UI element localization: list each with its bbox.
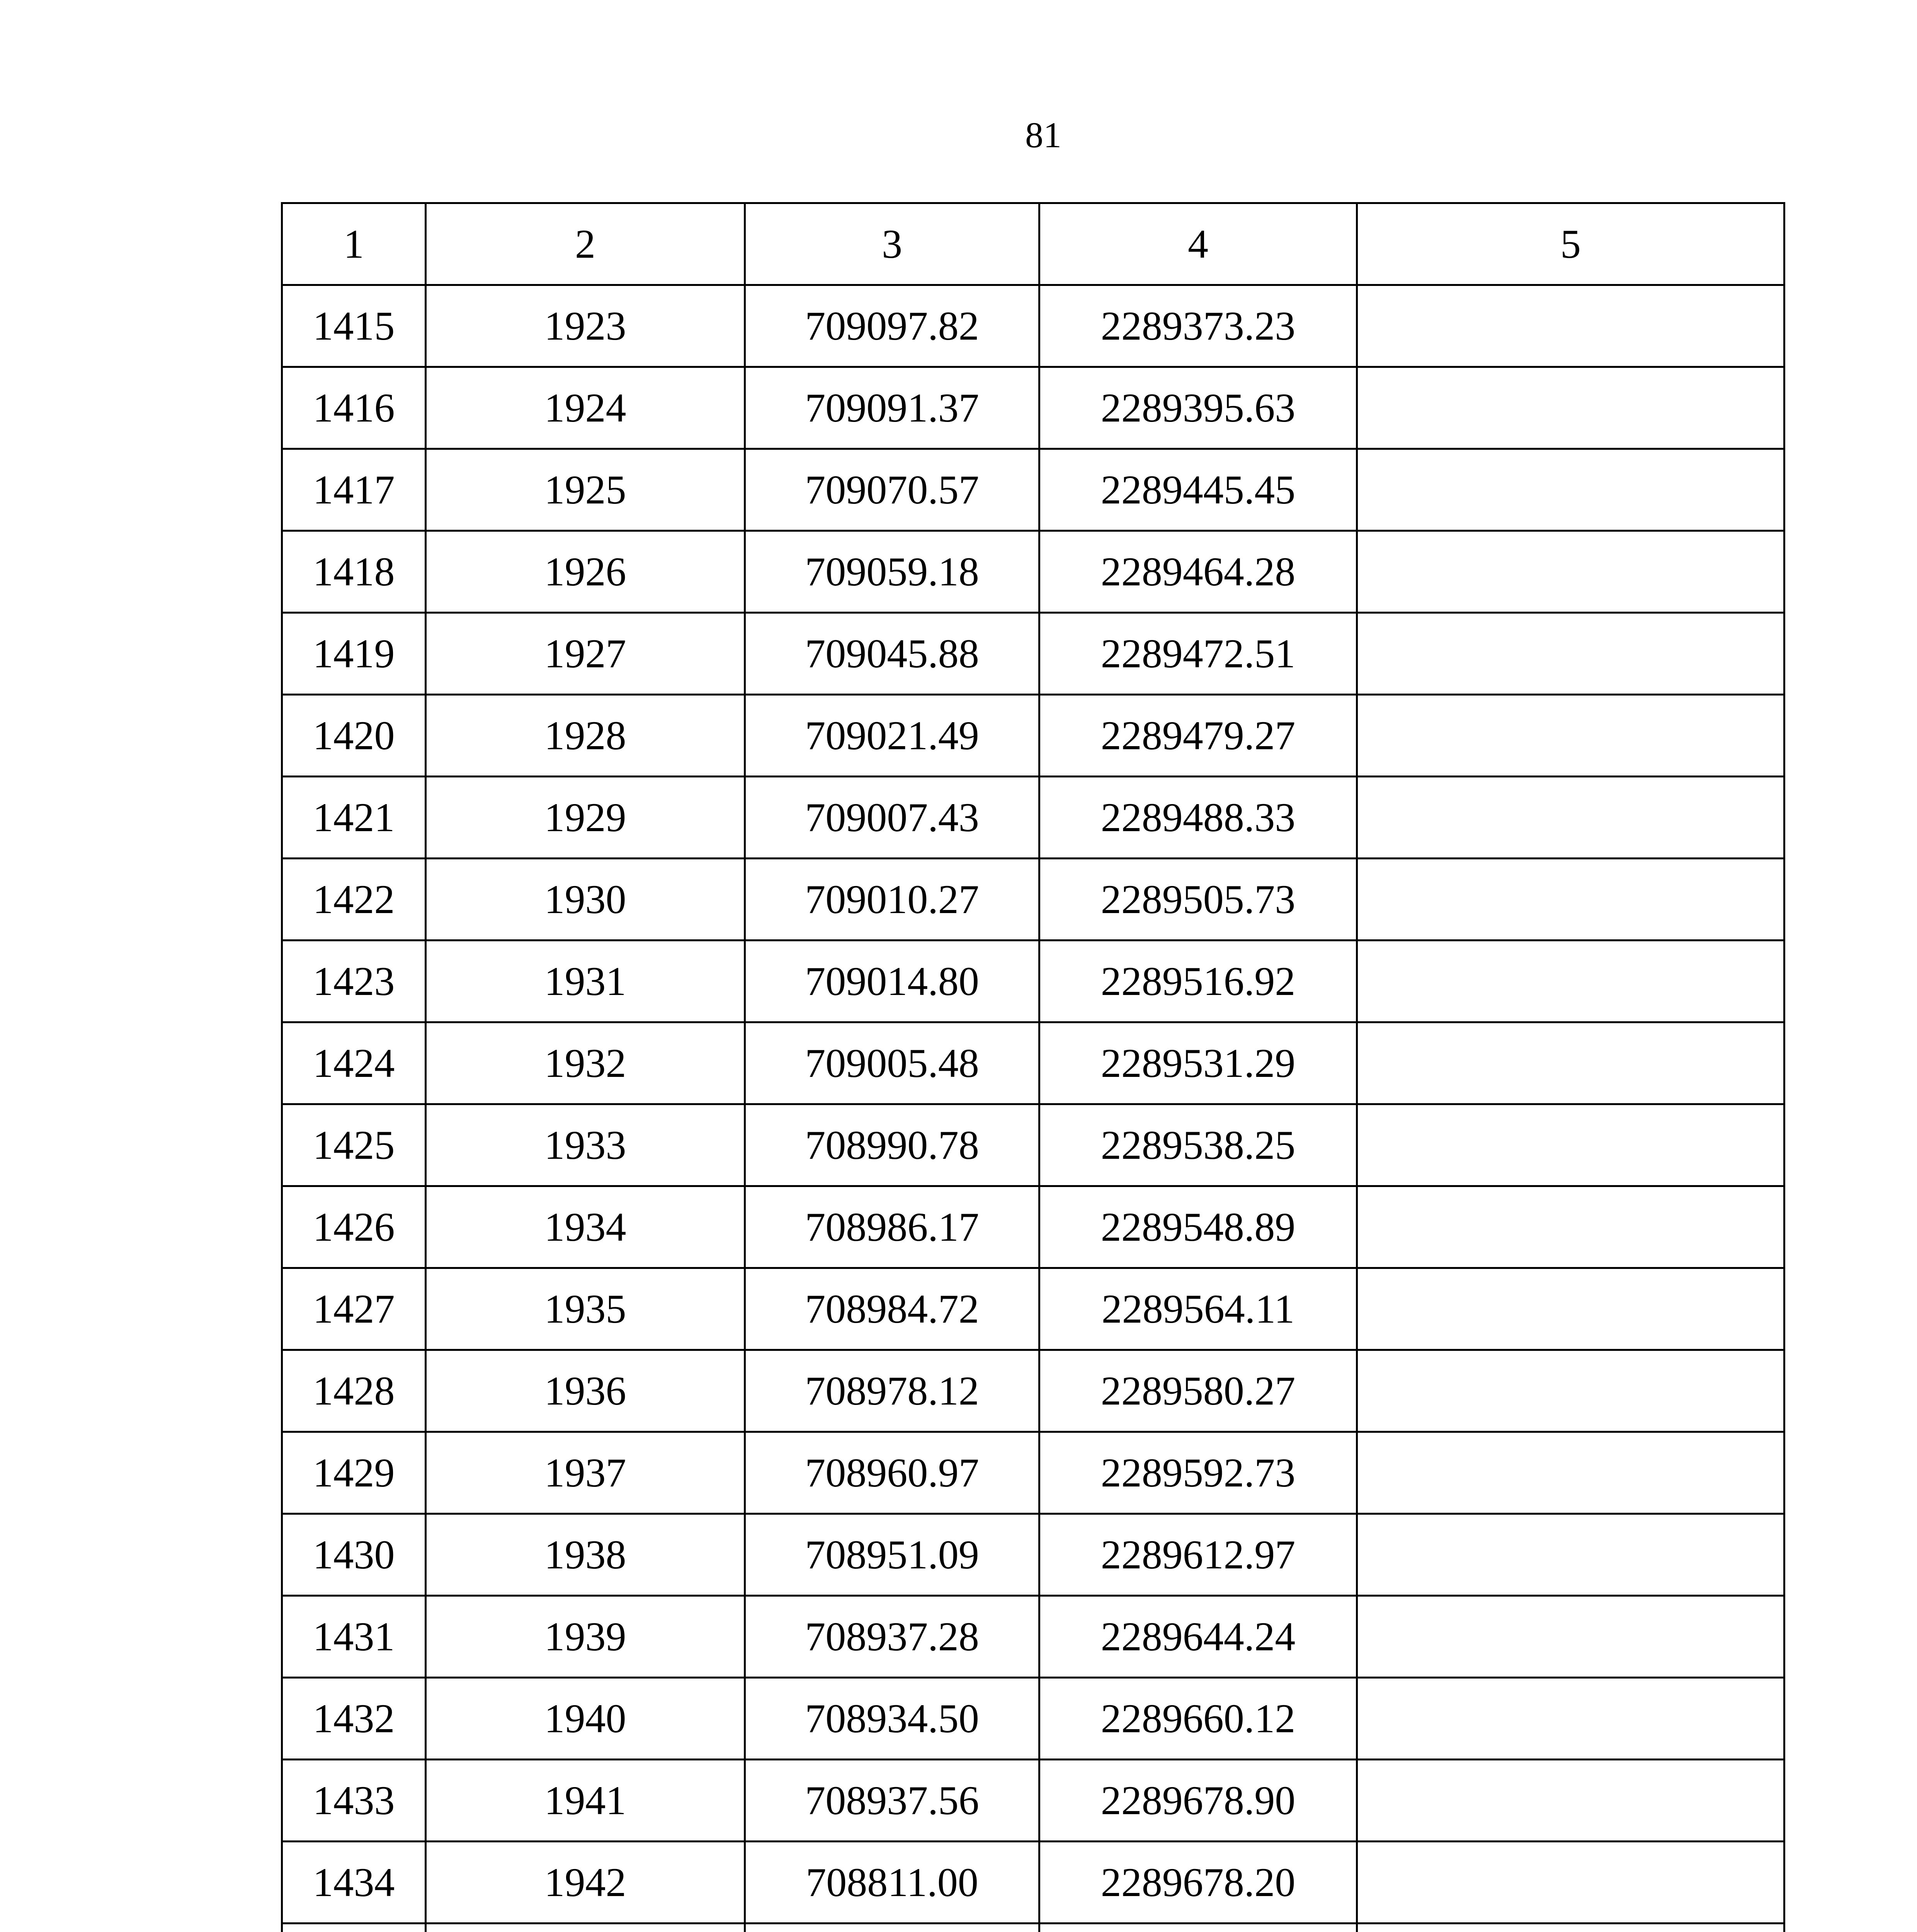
point-number-cell: 1431 (282, 1596, 426, 1678)
x-coordinate-cell: 708960.97 (745, 1432, 1039, 1514)
point-number-cell: 1429 (282, 1432, 426, 1514)
point-id-cell: 1929 (426, 777, 745, 859)
y-coordinate-cell: 2289644.24 (1039, 1596, 1357, 1678)
note-cell (1357, 1760, 1784, 1842)
x-coordinate-cell: 709010.27 (745, 859, 1039, 940)
point-number-cell: 1419 (282, 613, 426, 695)
y-coordinate-cell: 2289678.90 (1039, 1760, 1357, 1842)
point-number-cell: 1418 (282, 531, 426, 613)
x-coordinate-cell: 708937.28 (745, 1596, 1039, 1678)
note-cell (1357, 367, 1784, 449)
point-id-cell: 1933 (426, 1104, 745, 1186)
x-coordinate-cell: 708990.78 (745, 1104, 1039, 1186)
x-coordinate-cell: 709070.57 (745, 449, 1039, 531)
note-cell (1357, 1596, 1784, 1678)
x-coordinate-cell: 709059.18 (745, 531, 1039, 613)
point-number-cell: 1434 (282, 1842, 426, 1923)
table-row (282, 367, 1784, 449)
table-row (282, 1350, 1784, 1432)
y-coordinate-cell: 2289505.73 (1039, 859, 1357, 940)
header-cell-3: 3 (745, 203, 1039, 285)
note-cell (1357, 1104, 1784, 1186)
table-row (282, 1596, 1784, 1678)
y-coordinate-cell: 2289678.20 (1039, 1842, 1357, 1923)
x-coordinate-cell: 708951.09 (745, 1514, 1039, 1596)
point-number-cell: 1416 (282, 367, 426, 449)
note-cell (1357, 695, 1784, 777)
table-row (282, 285, 1784, 367)
y-coordinate-cell: 2289464.28 (1039, 531, 1357, 613)
point-number-cell: 1433 (282, 1760, 426, 1842)
point-id-cell: 1935 (426, 1268, 745, 1350)
table-row (282, 859, 1784, 940)
note-cell (1357, 1268, 1784, 1350)
point-number-cell: 1422 (282, 859, 426, 940)
note-cell (1357, 1350, 1784, 1432)
note-cell (1357, 613, 1784, 695)
table-row (282, 531, 1784, 613)
point-id-cell: 1938 (426, 1514, 745, 1596)
table-row (282, 1514, 1784, 1596)
table-row (282, 1760, 1784, 1842)
point-number-cell: 1432 (282, 1678, 426, 1760)
point-number-cell: 1427 (282, 1268, 426, 1350)
table-row (282, 449, 1784, 531)
table-body (282, 285, 1784, 1932)
table-row (282, 1842, 1784, 1923)
table-row (282, 1432, 1784, 1514)
point-id-cell: 1941 (426, 1760, 745, 1842)
table-row (282, 613, 1784, 695)
page-number: 81 (1025, 115, 1061, 155)
table-row (282, 1104, 1784, 1186)
table-row (282, 1186, 1784, 1268)
coordinates-table (281, 202, 1785, 1932)
point-id-cell: 1934 (426, 1186, 745, 1268)
y-coordinate-cell: 2289548.89 (1039, 1186, 1357, 1268)
note-cell (1357, 1432, 1784, 1514)
x-coordinate-cell: 708978.12 (745, 1350, 1039, 1432)
point-number-cell: 1420 (282, 695, 426, 777)
point-id-cell: 1926 (426, 531, 745, 613)
x-coordinate-cell: 708986.17 (745, 1186, 1039, 1268)
point-number-cell: 1415 (282, 285, 426, 367)
table-row (282, 695, 1784, 777)
table-row (282, 1022, 1784, 1104)
table-row (282, 940, 1784, 1022)
point-id-cell: 1932 (426, 1022, 745, 1104)
point-id-cell: 1928 (426, 695, 745, 777)
y-coordinate-cell: 2289479.27 (1039, 695, 1357, 777)
note-cell (1357, 531, 1784, 613)
y-coordinate-cell: 2289580.27 (1039, 1350, 1357, 1432)
y-coordinate-cell: 2289516.92 (1039, 940, 1357, 1022)
note-cell (1357, 1923, 1784, 1932)
point-id-cell: 1924 (426, 367, 745, 449)
x-coordinate-cell: 709005.48 (745, 1022, 1039, 1104)
x-coordinate-cell: 709045.88 (745, 613, 1039, 695)
y-coordinate-cell: 2289612.97 (1039, 1514, 1357, 1596)
y-coordinate-cell: 2289373.23 (1039, 285, 1357, 367)
note-cell (1357, 285, 1784, 367)
note-cell (1357, 1514, 1784, 1596)
x-coordinate-cell: 709007.43 (745, 777, 1039, 859)
note-cell (1357, 1186, 1784, 1268)
note-cell (1357, 1678, 1784, 1760)
note-cell (1357, 1022, 1784, 1104)
point-number-cell: 1430 (282, 1514, 426, 1596)
y-coordinate-cell: 2289538.25 (1039, 1104, 1357, 1186)
header-row (282, 203, 1784, 285)
point-id-cell: 1923 (426, 285, 745, 367)
point-number-cell: 1425 (282, 1104, 426, 1186)
point-number-cell: 1417 (282, 449, 426, 531)
x-coordinate-cell: 709021.49 (745, 695, 1039, 777)
note-cell (1357, 1842, 1784, 1923)
note-cell (1357, 940, 1784, 1022)
y-coordinate-cell: 2289445.45 (1039, 449, 1357, 531)
point-id-cell (426, 1923, 745, 1932)
y-coordinate-cell: 2289472.51 (1039, 613, 1357, 695)
note-cell (1357, 777, 1784, 859)
x-coordinate-cell (745, 1923, 1039, 1932)
point-number-cell: 1428 (282, 1350, 426, 1432)
y-coordinate-cell (1039, 1923, 1357, 1932)
point-id-cell: 1930 (426, 859, 745, 940)
y-coordinate-cell: 2289660.12 (1039, 1678, 1357, 1760)
point-number-cell (282, 1923, 426, 1932)
point-number-cell: 1421 (282, 777, 426, 859)
x-coordinate-cell: 708984.72 (745, 1268, 1039, 1350)
x-coordinate-cell: 709097.82 (745, 285, 1039, 367)
x-coordinate-cell: 709014.80 (745, 940, 1039, 1022)
point-id-cell: 1942 (426, 1842, 745, 1923)
point-id-cell: 1939 (426, 1596, 745, 1678)
header-cell-1: 1 (282, 203, 426, 285)
table-row (282, 1678, 1784, 1760)
x-coordinate-cell: 709091.37 (745, 367, 1039, 449)
note-cell (1357, 449, 1784, 531)
point-id-cell: 1937 (426, 1432, 745, 1514)
point-id-cell: 1936 (426, 1350, 745, 1432)
header-cell-5: 5 (1357, 203, 1784, 285)
y-coordinate-cell: 2289395.63 (1039, 367, 1357, 449)
y-coordinate-cell: 2289564.11 (1039, 1268, 1357, 1350)
point-id-cell: 1940 (426, 1678, 745, 1760)
table-row (282, 1268, 1784, 1350)
point-id-cell: 1927 (426, 613, 745, 695)
y-coordinate-cell: 2289488.33 (1039, 777, 1357, 859)
point-number-cell: 1423 (282, 940, 426, 1022)
point-number-cell: 1424 (282, 1022, 426, 1104)
y-coordinate-cell: 2289531.29 (1039, 1022, 1357, 1104)
header-cell-2: 2 (426, 203, 745, 285)
table-row (282, 1923, 1784, 1932)
x-coordinate-cell: 708811.00 (745, 1842, 1039, 1923)
point-id-cell: 1931 (426, 940, 745, 1022)
point-id-cell: 1925 (426, 449, 745, 531)
x-coordinate-cell: 708937.56 (745, 1760, 1039, 1842)
x-coordinate-cell: 708934.50 (745, 1678, 1039, 1760)
point-number-cell: 1426 (282, 1186, 426, 1268)
header-cell-4: 4 (1039, 203, 1357, 285)
table-header (282, 203, 1784, 285)
note-cell (1357, 859, 1784, 940)
y-coordinate-cell: 2289592.73 (1039, 1432, 1357, 1514)
table-row (282, 777, 1784, 859)
